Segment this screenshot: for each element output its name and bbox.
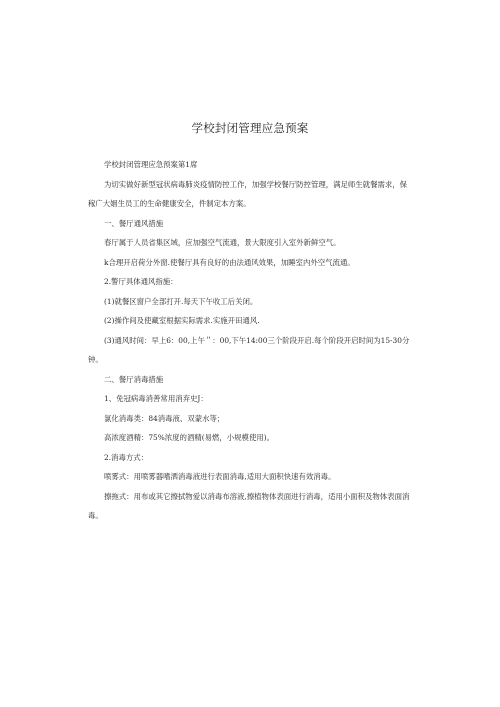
subheading-disinfection-methods: 2.消毒方式： <box>104 452 149 462</box>
paragraph-ventilation-2: k合理开启荷分外窗.使餐厅具有良好的由法通风效果，加睡室内外空气流通。 <box>104 257 355 267</box>
list-item-method-spray: 喷雾式：用喷雾器嗜洒消毒液进行表面消毒,适用大面积快速有效消毒。 <box>104 472 336 481</box>
paragraph-ventilation-1: 春厅属于人员省集区域，应加强空气流通，景大限度引入室外新鲜空气。 <box>104 238 341 247</box>
list-item-ventilation-3: (3)通风时间：早上6：00,上午＂：00,下午14:00三个阶段开启.每个阶段开启时间为15-30分钟。 <box>88 335 410 364</box>
paragraph-heading-line: 学校封闭管理应急预案第1席 <box>104 160 198 169</box>
list-item-method-wipe: 擦拖式：用布或其它擦拭物爱以消毒布溶液,擦植物体表面进行消毒，适用小面积及物体表面消毒。 <box>88 491 410 520</box>
list-item-disinfectant-alcohol: 高浓度酒精：75%浓度的酒精(易燃，小规模使用)。 <box>104 433 275 442</box>
subheading-disinfectants: 1、免冠病毒消善常用消弃史J： <box>104 394 208 403</box>
section-heading-ventilation: 一、餐厅通风措施 <box>104 218 164 228</box>
subheading-ventilation-measures: 2.警厅具体通风指施： <box>104 277 178 286</box>
paragraph-intro: 为切实做好新型冠状病毒肺炎疫情防控工作，加强学校餐厅防控管理，满足师生就餐需求，保稼广大姻生员工的生命健康安全，件制定本方案。 <box>88 179 408 208</box>
list-item-disinfectant-chlorine: 氯化消毒类：84消毒液、双蒙水等； <box>104 413 225 423</box>
document-body <box>88 155 410 526</box>
document-title: 学校封闭管理应急预案 <box>191 121 309 135</box>
section-heading-disinfection: 二、餐厅消毒措施 <box>104 374 164 384</box>
list-item-ventilation-2: (2)操作间及使藏室根据实际需求.实施开田通风. <box>104 316 260 325</box>
list-item-ventilation-1: (1)就餐区窗户全部打开.每天下午收工后关闭。 <box>104 296 258 306</box>
